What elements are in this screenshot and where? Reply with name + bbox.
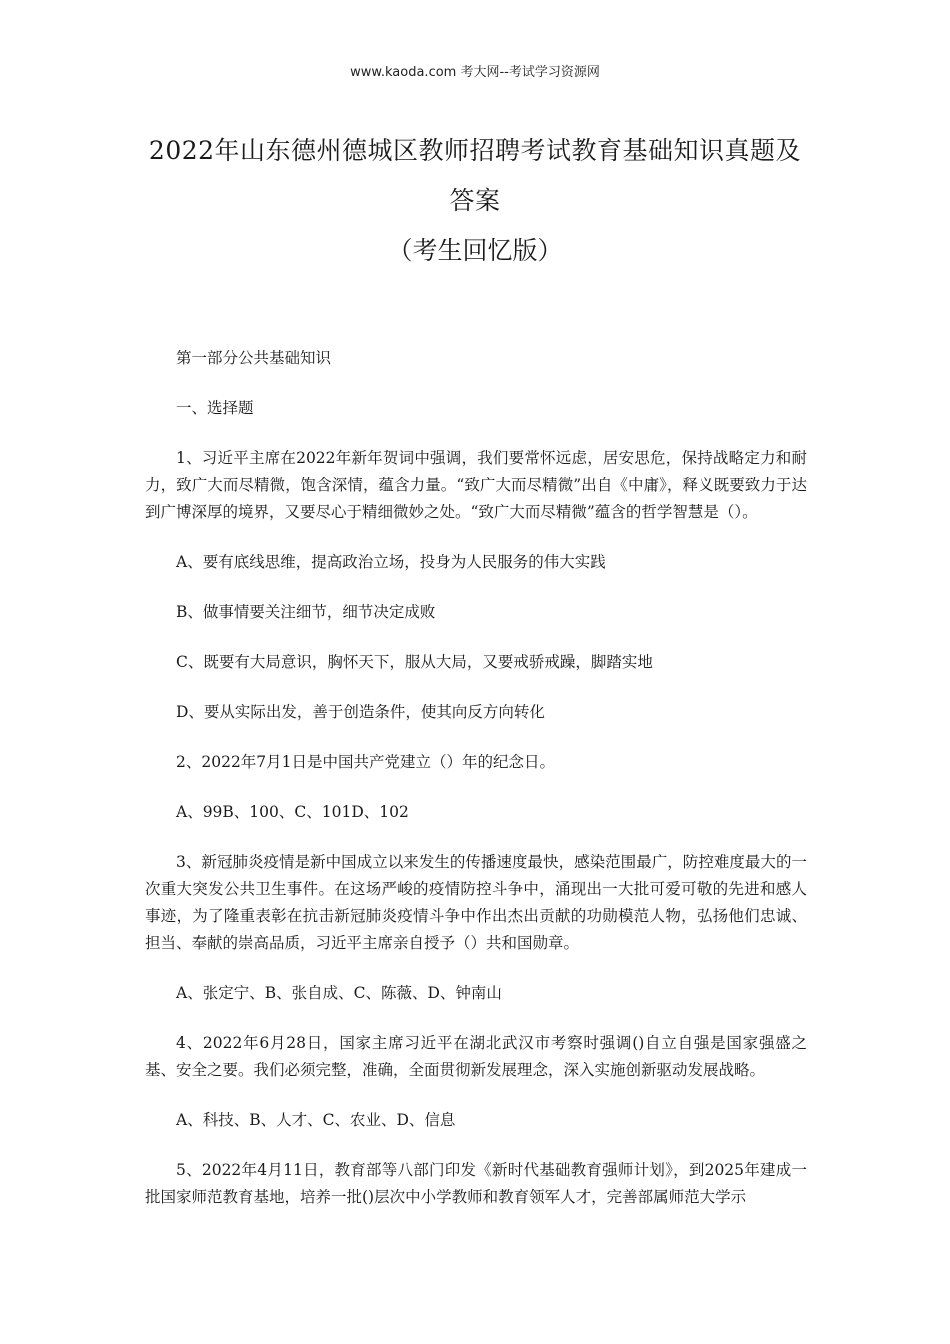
question-1-option-c: C、既要有大局意识，胸怀天下，服从大局，又要戒骄戒躁，脚踏实地	[176, 653, 653, 671]
document-body	[145, 345, 807, 1234]
document-title-line-2: 答案	[449, 186, 501, 215]
question-1-option-d: D、要从实际出发，善于创造条件，使其向反方向转化	[176, 703, 545, 721]
document-title-line-1: 2022年山东德州德城区教师招聘考试教育基础知识真题及	[148, 136, 802, 165]
question-1-stem: 1、习近平主席在2022年新年贺词中强调，我们要常怀远虑，居安思危，保持战略定力和耐力，致广大而尽精微，饱含深情，蕴含力量。“致广大而尽精微”出自《中庸》，释义既要致力于达到广博深厚的境界，又要尽心于精细微妙之处。“致广大而尽精微”蕴含的哲学智慧是（）。	[145, 449, 807, 521]
question-2-stem: 2、2022年7月1日是中国共产党建立（）年的纪念日。	[176, 753, 556, 771]
question-3-stem: 3、新冠肺炎疫情是新中国成立以来发生的传播速度最快，感染范围最广，防控难度最大的一次重大突发公共卫生事件。在这场严峻的疫情防控斗争中，涌现出一大批可爱可敬的先进和感人事迹，为了隆重表彰在抗击新冠肺炎疫情斗争中作出杰出贡献的功勋模范人物，弘扬他们忠诚、担当、奉献的崇高品质，习近平主席亲自授予（）共和国勋章。	[145, 853, 807, 952]
question-2-options: A、99B、100、C、101D、102	[176, 803, 409, 821]
title-block	[145, 126, 805, 276]
part-heading: 第一部分公共基础知识	[176, 349, 332, 367]
question-3-options: A、张定宁、B、张自成、C、陈薇、D、钟南山	[176, 984, 502, 1002]
site-header[interactable]: www.kaoda.com 考大网--考试学习资源网	[350, 65, 600, 80]
question-1-option-b: B、做事情要关注细节，细节决定成败	[176, 603, 436, 621]
question-4-stem: 4、2022年6月28日，国家主席习近平在湖北武汉市考察时强调()自立自强是国家强盛之基、安全之要。我们必须完整，准确，全面贯彻新发展理念，深入实施创新驱动发展战略。	[145, 1034, 807, 1079]
section-heading: 一、选择题	[176, 399, 254, 417]
question-4-options: A、科技、B、人才、C、农业、D、信息	[176, 1111, 456, 1129]
question-5-stem: 5、2022年4月11日，教育部等八部门印发《新时代基础教育强师计划》，到2025年建成一批国家师范教育基地，培养一批()层次中小学教师和教育领军人才，完善部属师范大学示	[145, 1161, 807, 1206]
document-subtitle: （考生回忆版）	[387, 236, 563, 265]
question-1-option-a: A、要有底线思维，提高政治立场，投身为人民服务的伟大实践	[176, 553, 606, 571]
